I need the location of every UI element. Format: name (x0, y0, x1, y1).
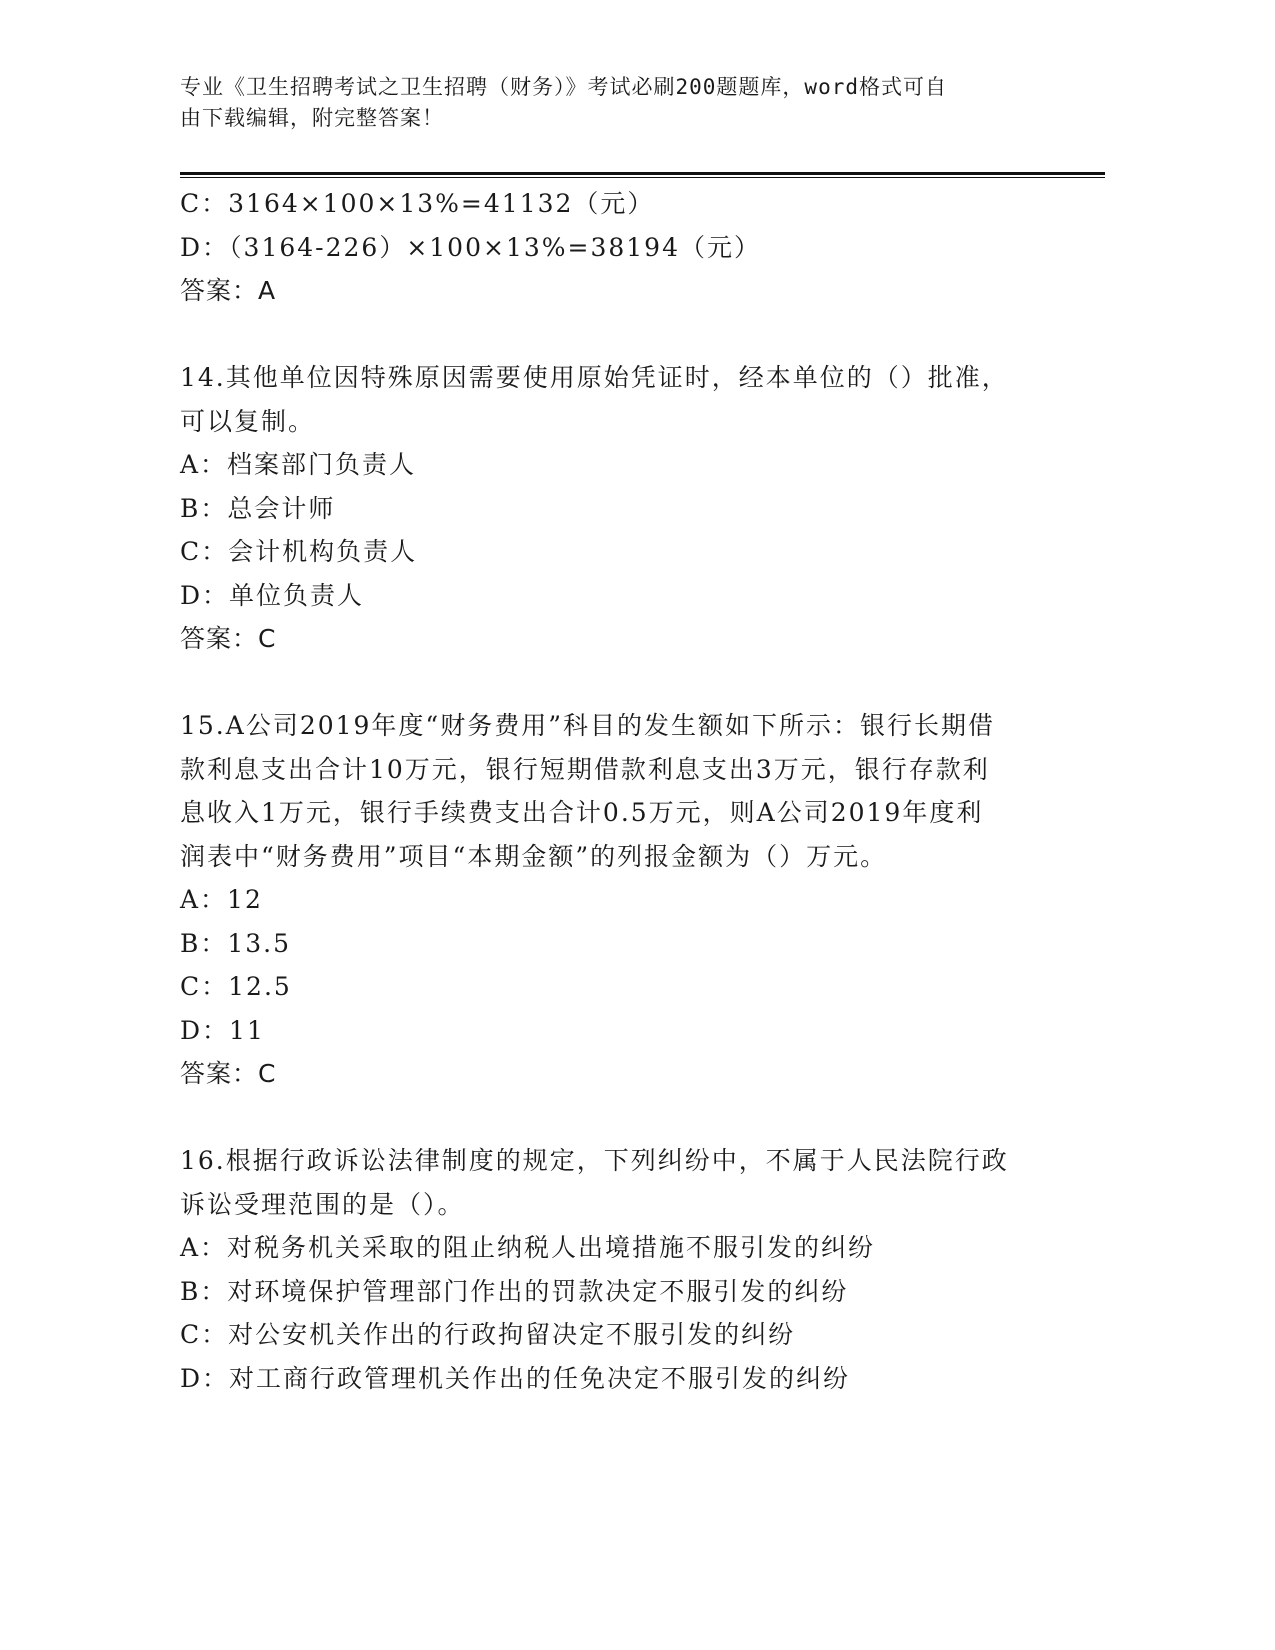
q14-option-a: A：档案部门负责人 (180, 450, 417, 479)
q15-stem-line-4: 润表中“财务费用”项目“本期金额”的列报金额为（）万元。 (180, 841, 888, 871)
q15-option-a: A：12 (180, 885, 263, 914)
question-14 (180, 356, 1040, 661)
q16-stem-line-2: 诉讼受理范围的是（）。 (180, 1189, 465, 1219)
header-divider-thin (180, 177, 1105, 178)
q15-option-b: B：13.5 (180, 928, 292, 958)
header-line-2: 由下载编辑，附完整答案！ (180, 106, 444, 130)
q15-answer: 答案：C (180, 1059, 277, 1088)
q16-option-b: B：对环境保护管理部门作出的罚款决定不服引发的纠纷 (180, 1276, 849, 1306)
spacer (180, 1096, 1040, 1140)
q14-stem-line-1: 14.其他单位因特殊原因需要使用原始凭证时，经本单位的（）批准， (180, 363, 1009, 392)
q15-stem-line-1: 15.A公司2019年度“财务费用”科目的发生额如下所示：银行长期借 (180, 711, 995, 740)
q15-stem-line-2: 款利息支出合计10万元，银行短期借款利息支出3万元，银行存款利 (180, 754, 990, 784)
q14-stem-line-2: 可以复制。 (180, 406, 316, 436)
q14-option-d: D：单位负责人 (180, 580, 365, 610)
spacer (180, 661, 1040, 705)
document-body (180, 182, 1040, 1400)
q13-answer: 答案：A (180, 276, 277, 305)
q16-option-a: A：对税务机关采取的阻止纳税人出境措施不服引发的纠纷 (180, 1233, 876, 1262)
q14-answer: 答案：C (180, 624, 277, 653)
q14-option-c: C：会计机构负责人 (180, 537, 418, 566)
q13-option-d: D：（3164-226）×100×13%=38194（元） (180, 232, 761, 262)
spacer (180, 313, 1040, 357)
q16-stem-line-1: 16.根据行政诉讼法律制度的规定，下列纠纷中，不属于人民法院行政 (180, 1146, 1009, 1175)
q15-option-c: C：12.5 (180, 972, 292, 1001)
question-15 (180, 704, 1040, 1096)
q14-option-b: B：总会计师 (180, 493, 336, 523)
question-16 (180, 1139, 1040, 1400)
q16-option-d: D：对工商行政管理机关作出的任免决定不服引发的纠纷 (180, 1363, 851, 1393)
q13-option-c: C：3164×100×13%=41132（元） (180, 189, 655, 218)
document-header (180, 72, 1040, 134)
q16-option-c: C：对公安机关作出的行政拘留决定不服引发的纠纷 (180, 1320, 796, 1349)
header-divider-thick (180, 172, 1105, 175)
q15-stem-line-3: 息收入1万元，银行手续费支出合计0.5万元，则A公司2019年度利 (180, 798, 984, 827)
q15-option-d: D：11 (180, 1015, 265, 1045)
header-line-1: 专业《卫生招聘考试之卫生招聘（财务）》考试必刷200题题库，word格式可自 (180, 75, 947, 99)
question-13-tail (180, 182, 1040, 313)
